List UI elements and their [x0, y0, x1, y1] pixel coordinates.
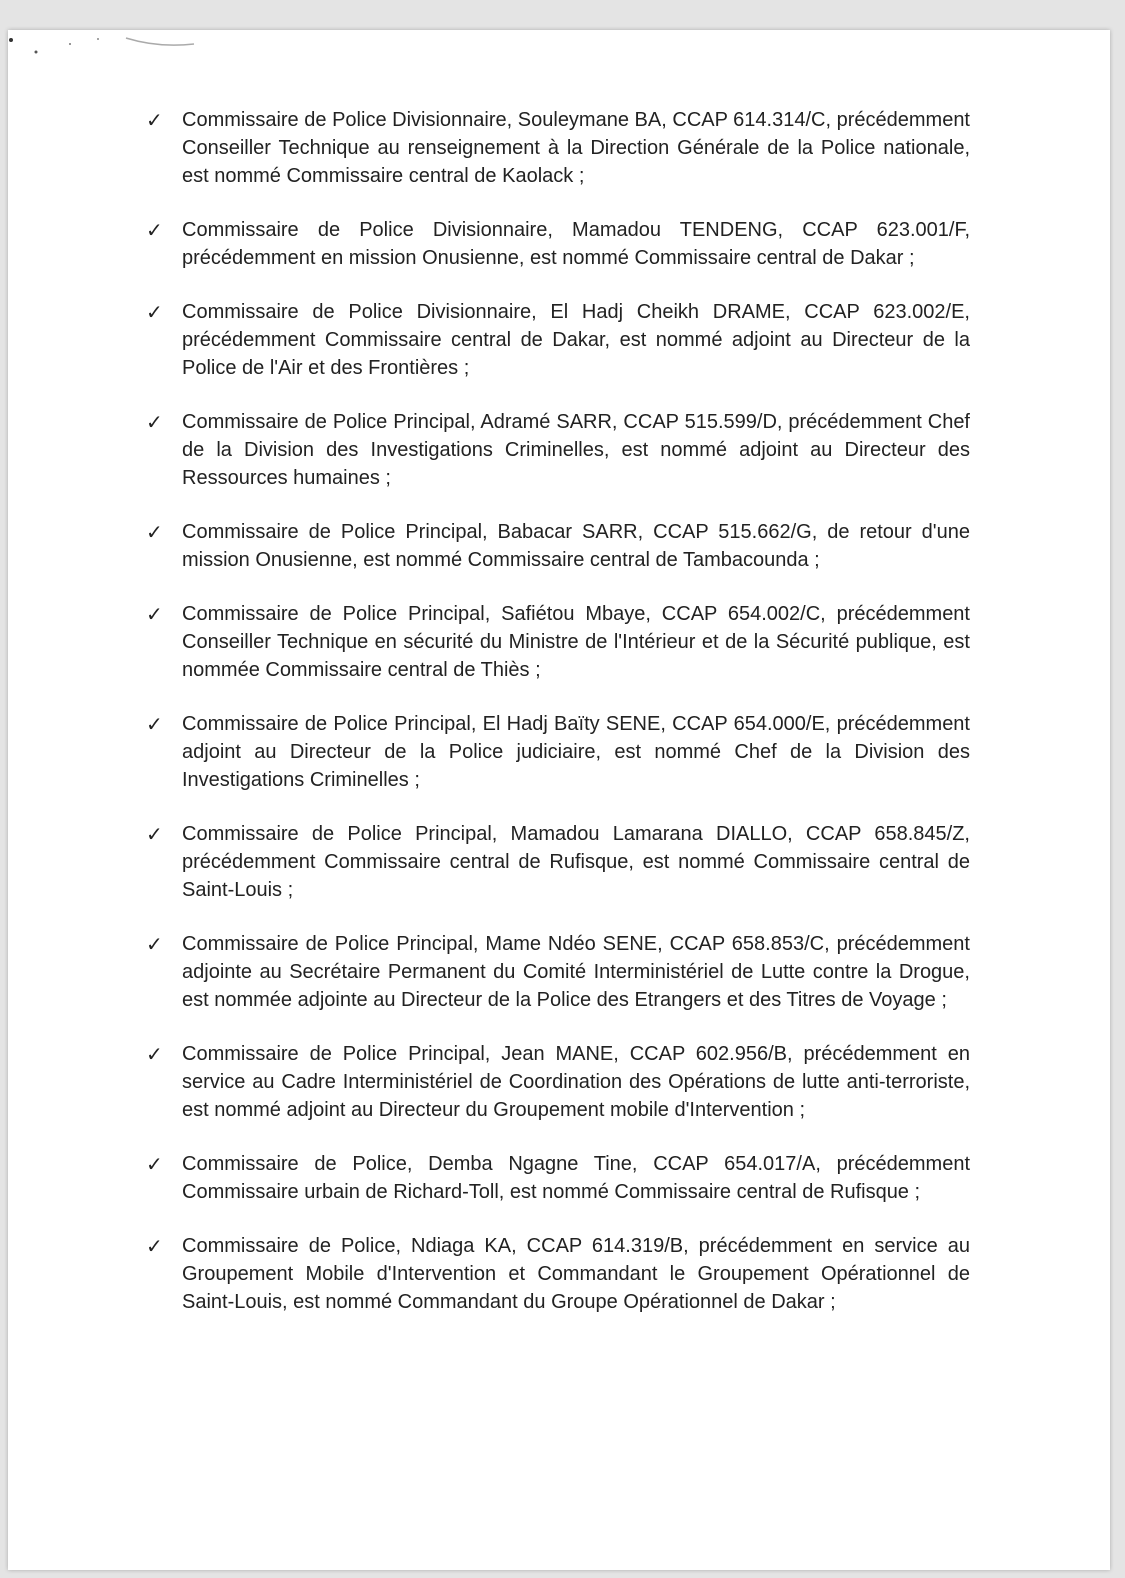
appointment-item: [8, 820, 1110, 904]
document-page: [8, 30, 1110, 1570]
appointment-item: [8, 216, 1110, 272]
checkmark-icon: ✓: [146, 932, 163, 956]
checkmark-icon: ✓: [146, 1042, 163, 1066]
appointment-item: [8, 600, 1110, 684]
appointment-text: Commissaire de Police Divisionnaire, El Hadj Cheikh DRAME, CCAP 623.002/E, précédemment Commissaire central de Dakar, est nommé adjoint au Directeur de la Police de l'Air et des Frontières ;: [182, 301, 970, 379]
appointment-text: Commissaire de Police Principal, Mame Ndéo SENE, CCAP 658.853/C, précédemment adjointe au Secrétaire Permanent du Comité Interministériel de Lutte contre la Drogue, est nommée adjointe au Directeur de la Police des Etrangers et des Titres de Voyage ;: [182, 933, 970, 1011]
appointment-item: [8, 930, 1110, 1014]
appointment-text: Commissaire de Police Principal, Jean MANE, CCAP 602.956/B, précédemment en service au Cadre Interministériel de Coordination des Opérations de lutte anti-terroriste, est nommé adjoint au Directeur du Groupement mobile d'Intervention ;: [182, 1043, 970, 1121]
appointment-text: Commissaire de Police Divisionnaire, Souleymane BA, CCAP 614.314/C, précédemment Conseiller Technique au renseignement à la Direction Générale de la Police nationale, est nommé Commissaire central de Kaolack ;: [182, 109, 970, 187]
checkmark-icon: ✓: [146, 822, 163, 846]
checkmark-icon: ✓: [146, 1234, 163, 1258]
appointment-item: [8, 408, 1110, 492]
appointment-item: [8, 106, 1110, 190]
checkmark-icon: ✓: [146, 712, 163, 736]
appointment-text: Commissaire de Police, Ndiaga KA, CCAP 614.319/B, précédemment en service au Groupement Mobile d'Intervention et Commandant le Groupement Opérationnel de Saint-Louis, est nommé Commandant du Groupe Opérationnel de Dakar ;: [182, 1235, 970, 1313]
appointment-text: Commissaire de Police Principal, Safiétou Mbaye, CCAP 654.002/C, précédemment Conseiller Technique en sécurité du Ministre de l'Intérieur et de la Sécurité publique, est nommée Commissaire central de Thiès ;: [182, 603, 970, 681]
appointment-item: [8, 1150, 1110, 1206]
appointment-text: Commissaire de Police, Demba Ngagne Tine, CCAP 654.017/A, précédemment Commissaire urbain de Richard-Toll, est nommé Commissaire central de Rufisque ;: [182, 1153, 970, 1203]
appointment-item: [8, 298, 1110, 382]
appointment-item: [8, 1232, 1110, 1316]
checkmark-icon: ✓: [146, 520, 163, 544]
checkmark-icon: ✓: [146, 602, 163, 626]
scan-specks: [8, 30, 228, 70]
checkmark-icon: ✓: [146, 218, 163, 242]
appointment-text: Commissaire de Police Principal, Mamadou Lamarana DIALLO, CCAP 658.845/Z, précédemment Commissaire central de Rufisque, est nommé Commissaire central de Saint-Louis ;: [182, 823, 970, 901]
appointment-item: [8, 518, 1110, 574]
appointment-text: Commissaire de Police Principal, El Hadj Baïty SENE, CCAP 654.000/E, précédemment adjoint au Directeur de la Police judiciaire, est nommé Chef de la Division des Investigations Criminelles ;: [182, 713, 970, 791]
appointment-item: [8, 1040, 1110, 1124]
checkmark-icon: ✓: [146, 108, 163, 132]
checkmark-icon: ✓: [146, 410, 163, 434]
appointments-list: [8, 106, 1110, 1342]
appointment-text: Commissaire de Police Principal, Adramé SARR, CCAP 515.599/D, précédemment Chef de la Division des Investigations Criminelles, est nommé adjoint au Directeur des Ressources humaines ;: [182, 411, 970, 489]
checkmark-icon: ✓: [146, 1152, 163, 1176]
appointment-item: [8, 710, 1110, 794]
appointment-text: Commissaire de Police Principal, Babacar SARR, CCAP 515.662/G, de retour d'une mission Onusienne, est nommé Commissaire central de Tambacounda ;: [182, 521, 970, 571]
appointment-text: Commissaire de Police Divisionnaire, Mamadou TENDENG, CCAP 623.001/F, précédemment en mission Onusienne, est nommé Commissaire central de Dakar ;: [182, 219, 970, 269]
checkmark-icon: ✓: [146, 300, 163, 324]
